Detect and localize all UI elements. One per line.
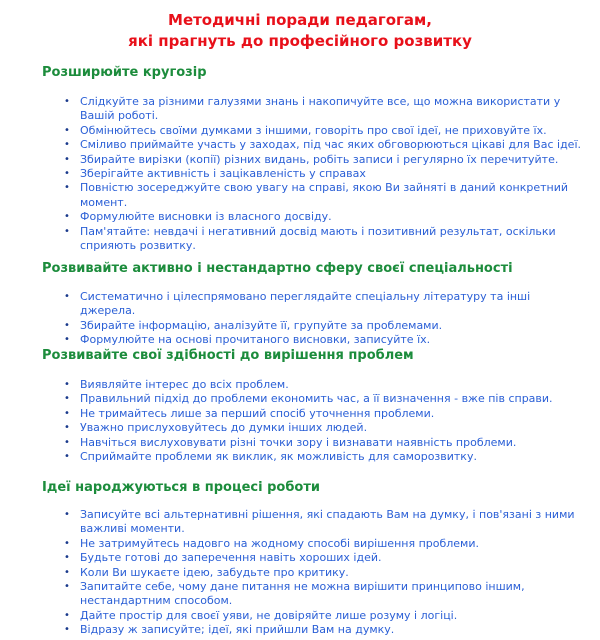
list-item: • Не затримуйтесь надовго на жодному способі вирішення проблеми. — [64, 536, 479, 550]
bullet-icon: • — [64, 609, 70, 621]
section-list-broaden-horizons — [64, 95, 584, 253]
bullet-icon: • — [64, 581, 70, 593]
bullet-icon: • — [64, 291, 70, 302]
bullet-icon: • — [64, 139, 70, 151]
list-item: • Виявляйте інтерес до всіх проблем. — [64, 378, 289, 391]
section-heading-broaden-horizons: Розширюйте кругозір — [42, 65, 207, 80]
section-heading-problem-solving: Розвивайте свої здібності до вирішення проблем — [42, 348, 414, 363]
section-list-specialty — [64, 290, 584, 348]
bullet-icon: • — [64, 379, 70, 390]
list-item: • Пам'ятайте: невдачі і негативний досвід мають і позитивний результат, оскільки сприяють розвитку. — [64, 224, 556, 253]
list-item: • Обмінюйтесь своїми думками з іншими, говоріть про свої ідеї, не приховуйте їх. — [64, 123, 547, 137]
bullet-icon: • — [64, 552, 70, 564]
bullet-icon: • — [64, 422, 70, 434]
list-item: • Слідкуйте за різними галузями знань і накопичуйте все, що можна використати у Вашій роботі. — [64, 95, 561, 123]
section-heading-specialty: Розвивайте активно і нестандартно сферу своєї спеціальності — [42, 261, 513, 276]
bullet-icon: • — [64, 225, 70, 237]
bullet-icon: • — [64, 334, 70, 346]
bullet-icon: • — [64, 624, 70, 636]
bullet-icon: • — [64, 153, 70, 165]
list-item: • Сприймайте проблеми як виклик, як можливість для саморозвитку. — [64, 450, 477, 464]
bullet-icon: • — [64, 319, 70, 331]
page-title-line-2: які прагнуть до професійного розвитку — [128, 32, 472, 50]
bullet-icon: • — [64, 407, 70, 419]
list-item: • Систематично і цілеспрямовано переглядайте спеціальну літературу та інші джерела. — [64, 290, 531, 318]
list-item: • Запитайте себе, чому дане питання не можна вирішити принципово іншим, нестандартним способом. — [64, 580, 525, 608]
list-item: • Не тримайтесь лише за перший спосіб уточнення проблеми. — [64, 406, 435, 420]
list-item: • Навчіться вислуховувати різні точки зору і визнавати наявність проблеми. — [64, 435, 517, 449]
bullet-icon: • — [64, 182, 70, 194]
bullet-icon: • — [64, 537, 70, 549]
bullet-icon: • — [64, 451, 70, 463]
bullet-icon: • — [64, 566, 70, 578]
list-item: • Формулюйте на основі прочитаного висновки, записуйте їх. — [64, 333, 431, 347]
list-item: • Правильний підхід до проблеми економить час, а її визначення - вже пів справи. — [64, 392, 553, 406]
bullet-icon: • — [64, 96, 70, 107]
list-item: • Уважно прислуховуйтесь до думки інших людей. — [64, 421, 368, 435]
list-item: • Повністю зосереджуйте свою увагу на справі, якою Ви зайняті в даний конкретний момент. — [64, 181, 569, 209]
bullet-icon: • — [64, 509, 70, 520]
list-item: • Будьте готові до заперечення навіть хороших ідей. — [64, 551, 382, 565]
list-item: • Зберігайте активність і зацікавленість у справах — [64, 167, 366, 181]
section-list-problem-solving — [64, 378, 584, 464]
list-item: • Записуйте всі альтернативні рішення, які спадають Вам на думку, і пов'язані з ними важливі моменти. — [64, 508, 575, 536]
page-title — [0, 0, 600, 52]
list-item: • Відразу ж записуйте; ідеї, які прийшли Вам на думку. — [64, 623, 395, 637]
bullet-icon: • — [64, 211, 70, 223]
list-item: • Сміливо приймайте участь у заходах, під час яких обговорюються цікаві для Вас ідеї. — [64, 138, 581, 152]
page-title-line-1: Методичні поради педагогам, — [168, 11, 432, 29]
bullet-icon: • — [64, 168, 70, 180]
list-item: • Дайте простір для своєї уяви, не довіряйте лише розуму і логіці. — [64, 608, 458, 622]
section-list-ideas — [64, 508, 584, 638]
bullet-icon: • — [64, 124, 70, 136]
bullet-icon: • — [64, 393, 70, 405]
list-item: • Збирайте інформацію, аналізуйте її, групуйте за проблемами. — [64, 318, 443, 332]
bullet-icon: • — [64, 436, 70, 448]
list-item: • Збирайте вирізки (копії) різних видань, робіть записи і регулярно їх перечитуйте. — [64, 152, 559, 166]
section-heading-ideas: Ідеї народжуються в процесі роботи — [42, 480, 321, 495]
list-item: • Коли Ви шукаєте ідею, забудьте про критику. — [64, 565, 349, 579]
list-item: • Формулюйте висновки із власного досвіду. — [64, 210, 332, 224]
